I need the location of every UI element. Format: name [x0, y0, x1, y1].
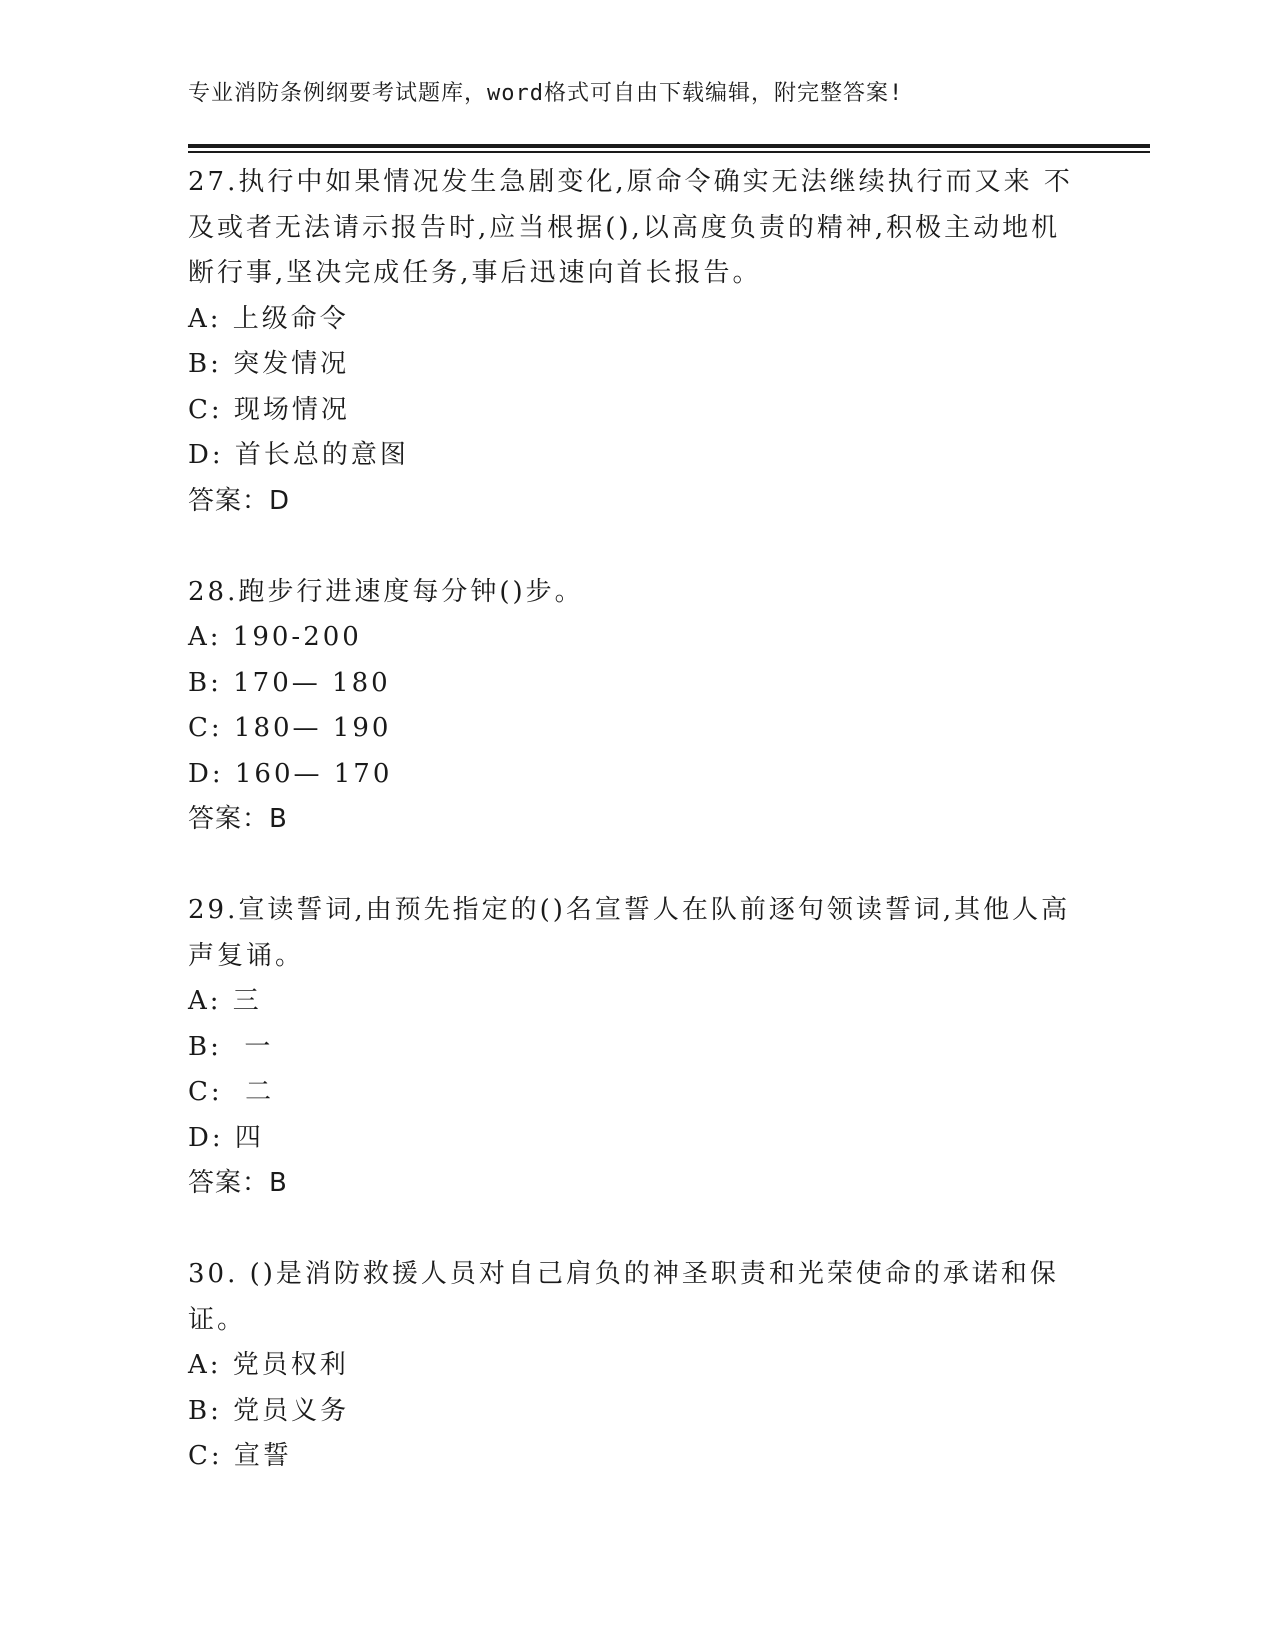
question-stem: 29.宣读誓词,由预先指定的()名宣誓人在队前逐句领读誓词,其他人高声复诵。 — [188, 895, 1071, 971]
question-29 — [188, 888, 1088, 1207]
header-rule-thin — [188, 151, 1150, 153]
option-a: A: 上级命令 — [188, 303, 349, 334]
option-d: D: 160— 170 — [188, 758, 393, 789]
option-c: C: 现场情况 — [188, 394, 350, 425]
question-28 — [188, 570, 1088, 843]
option-c: C: 180— 190 — [188, 713, 392, 743]
question-27 — [188, 160, 1088, 524]
question-list — [188, 160, 1088, 1480]
question-stem: 28.跑步行进速度每分钟()步。 — [188, 576, 584, 607]
option-a: A: 三 — [188, 986, 262, 1016]
question-stem: 30. ()是消防救援人员对自己肩负的神圣职责和光荣使命的承诺和保证。 — [188, 1259, 1059, 1335]
header-rule-thick — [188, 144, 1150, 148]
option-b: B: 一 — [188, 1031, 274, 1062]
option-a: A: 党员权利 — [188, 1350, 349, 1380]
question-30 — [188, 1252, 1088, 1480]
document-header: 专业消防条例纲要考试题库，word格式可自由下载编辑，附完整答案! — [188, 81, 904, 106]
option-b: B: 党员义务 — [188, 1395, 350, 1426]
option-d: D: 四 — [188, 1122, 264, 1153]
option-b: B: 突发情况 — [188, 349, 350, 379]
answer-line: 答案：B — [188, 1168, 288, 1198]
option-c: C: 宣誓 — [188, 1441, 292, 1471]
option-b: B: 170— 180 — [188, 667, 391, 698]
option-d: D: 首长总的意图 — [188, 440, 409, 470]
answer-line: 答案：B — [188, 804, 288, 834]
option-c: C: 二 — [188, 1077, 275, 1107]
answer-line: 答案：D — [188, 485, 291, 516]
option-a: A: 190-200 — [188, 622, 362, 652]
question-stem: 27.执行中如果情况发生急剧变化,原命令确实无法继续执行而又来 不及或者无法请示报告时,应当根据(),以高度负责的精神,积极主动地机断行事,坚决完成任务,事后迅速向首长报告。 — [188, 167, 1073, 288]
